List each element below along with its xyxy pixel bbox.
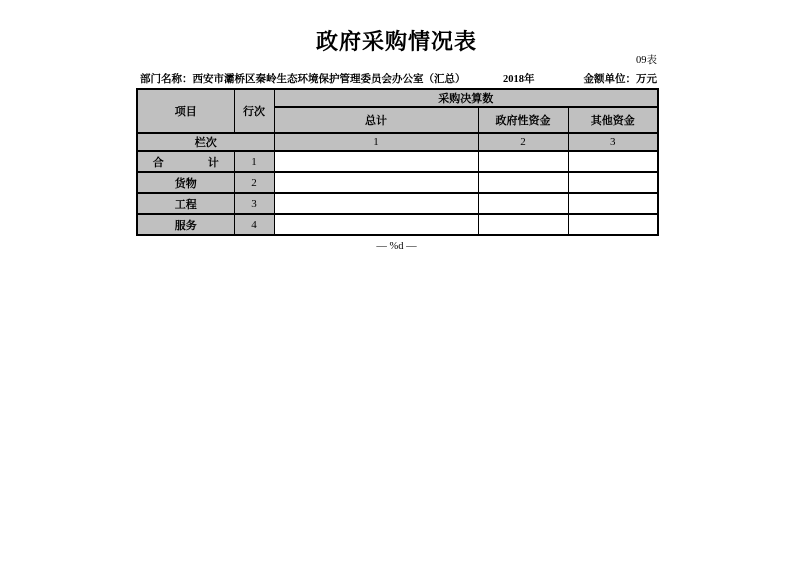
header-cell-line: 行次	[234, 89, 274, 133]
table-row-goods	[137, 172, 658, 193]
header-cell-gov-funds: 政府性资金	[478, 107, 568, 133]
fiscal-year: 2018年	[503, 74, 535, 85]
row-label: 货物	[137, 172, 234, 193]
header-cell-total: 总计	[274, 107, 478, 133]
meta-row	[136, 73, 657, 87]
table-number: 09表	[636, 55, 657, 66]
data-cell-gov	[478, 214, 568, 235]
index-cell-3: 3	[568, 133, 658, 151]
data-cell-other	[568, 172, 658, 193]
index-cell-2: 2	[478, 133, 568, 151]
data-cell-total	[274, 151, 478, 172]
row-line-number: 4	[234, 214, 274, 235]
row-line-number: 2	[234, 172, 274, 193]
page-number-footer: — %d —	[376, 241, 417, 252]
data-cell-total	[274, 172, 478, 193]
column-index-row	[137, 133, 658, 151]
data-cell-total	[274, 214, 478, 235]
row-label: 工程	[137, 193, 234, 214]
index-cell-label: 栏次	[137, 133, 274, 151]
amount-unit: 金额单位：万元	[583, 74, 657, 85]
data-cell-other	[568, 151, 658, 172]
header-row-group	[137, 89, 658, 107]
data-cell-other	[568, 214, 658, 235]
procurement-table	[136, 88, 659, 236]
row-line-number: 1	[234, 151, 274, 172]
table-row-services	[137, 214, 658, 235]
row-line-number: 3	[234, 193, 274, 214]
page-title: 政府采购情况表	[315, 29, 477, 54]
row-label: 服务	[137, 214, 234, 235]
header-cell-item: 项目	[137, 89, 234, 133]
index-cell-1: 1	[274, 133, 478, 151]
header-cell-other-funds: 其他资金	[568, 107, 658, 133]
department-name: 部门名称：西安市灞桥区秦岭生态环境保护管理委员会办公室（汇总）	[140, 74, 466, 85]
data-cell-other	[568, 193, 658, 214]
table-row-total	[137, 151, 658, 172]
data-cell-gov	[478, 193, 568, 214]
data-cell-total	[274, 193, 478, 214]
table-row-projects	[137, 193, 658, 214]
header-cell-procurement-group: 采购决算数	[274, 89, 658, 107]
row-label: 合 计	[137, 151, 234, 172]
data-cell-gov	[478, 151, 568, 172]
data-cell-gov	[478, 172, 568, 193]
